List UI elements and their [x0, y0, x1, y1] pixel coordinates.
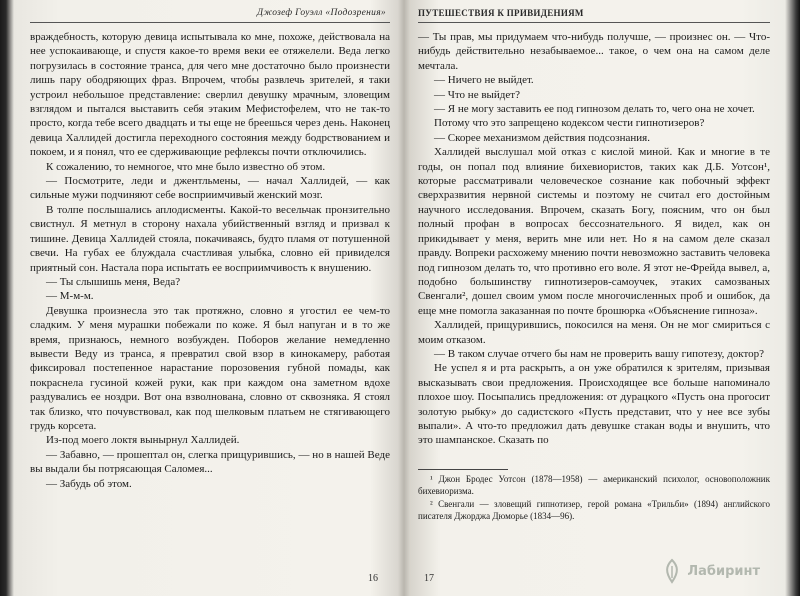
right-page-number: 17 — [424, 573, 434, 584]
footnote: ¹ Джон Бродес Уотсон (1878—1958) — американский психолог, основоположник бихевиоризма. — [418, 474, 770, 496]
right-paragraph: — Скорее механизмом действия подсознания. — [434, 131, 650, 144]
right-paragraph: — Что не выйдет? — [434, 88, 520, 101]
footnote-rule — [418, 469, 508, 470]
footnotes — [418, 474, 770, 524]
left-paragraph: К сожалению, то немногое, что мне было известно об этом. — [46, 160, 326, 173]
left-paragraph: — Посмотрите, леди и джентльмены, — начал Халлидей, — как сильные мужи подчиняют себе восприимчивый женский мозг. — [30, 175, 390, 202]
right-running-head: ПУТЕШЕСТВИЯ К ПРИВИДЕНИЯМ — [418, 8, 584, 18]
right-paragraph: Халлидей выслушал мой отказ с кислой миной. Как и многие в те годы, он попал под влияние бихевиористов, таких как Д.Б. Уотсон¹, которые рассматривали человеческое сознание как побочный эффект сверхразвития нервной системы и поэтому не считал его достойным научного исследования. Впрочем, сказать Богу, поясним, что он был полный профан в вопросах бессознательного. Я видел, как он прикидывает у меня, верить мне или нет. Но я на самом деле сказал правду. Вопреки расхожему мнению почти невозможно заставить человека под гипнозом делать то, что противно его воле. Я этот не-Фрейда вывел, а, подобно большинству гипнотизеров-самоучек, этаких самозваных Свенгали², дошел своим умом после многочисленных проб и ошибок, да еще мне помогла заказанная по почте брошюрка «Объяснение гипноза». — [418, 146, 770, 317]
left-paragraph: враждебность, которую девица испытывала ко мне, похоже, действовала на нее успокаивающе, и спустя какое-то время веки ее отяжелели. Веда легко погрузилась в состояние транса, для чего мне достаточно было произнести лишь пару ободряющих фраз. Впрочем, чтобы развлечь зрителей, я таки устроил небольшое представление: сверлил девушку мрачным, зловещим взглядом и пытался выставить себя этаким Мефистофелем, что не так-то просто, когда тебе всего двадцать и ты еще не бреешься через день. Наконец девица Халлидей достигла переходного состояния между бодрствованием и покоем, и я понял, что ее сдерживающие рефлексы почти отключились. — [30, 31, 390, 159]
right-paragraph: — Ничего не выйдет. — [434, 74, 534, 87]
watermark — [661, 556, 760, 586]
left-paragraph: — Забавно, — прошептал он, слегка прищурившись, — но в нашей Веде вы выдали бы потрясающая Саломея... — [30, 448, 390, 476]
right-page — [416, 0, 778, 596]
footnote: ² Свенгали — зловещий гипнотизер, герой романа «Трильби» (1894) английского писателя Джорджа Дюморье (1834—96). — [418, 499, 770, 521]
right-paragraph: — Ты прав, мы придумаем что-нибудь получше, — произнес он. — Что-нибудь действительно незабываемое... такое, о чем она на самом деле мечтала. — [418, 31, 770, 72]
left-paragraph: — М-м-м. — [46, 290, 94, 303]
left-running-head: Джозеф Гоуэлл «Подозрения» — [256, 8, 386, 18]
watermark-text: Лабиринт — [687, 563, 760, 579]
left-paragraph: Девушка произнесла это так протяжно, словно я угостил ее чем-то сладким. У меня мурашки побежали по коже. Я был напуган и в то же время, признаюсь, немного возбужден. Поборов желание немедленно вывести Веду из транса, я превратил свой взор в кинокамеру, работая фиксировал постепенное нарастание порозовения губной помады, как покраснела гусиной кожей руки, как при каждом она заметном вдохе раздувались ее ноздри. Вот она взволнована, словно от сквозняка. Я стоял так близко, что почувствовал, как под шелковым платьем не стягивающего грудь корсета. — [30, 304, 390, 432]
right-paragraph: Потому что это запрещено кодексом чести гипнотизеров? — [434, 117, 705, 130]
left-paragraph: Из-под моего локтя вынырнул Халлидей. — [46, 434, 240, 447]
right-paragraph: Не успел я и рта раскрыть, а он уже обратился к зрителям, призывая высказывать свои предложения. Происходящее все больше напоминало плохое шоу. Посыпались предложения: от дурацкого «Пусть она прогоcит золотую рыбку» до садистского «Пусть представит, что у нее все зубы выпали». А что-то предложил дать девушке стакан воды и внушить, что это шампанское. Сказать по — [418, 362, 770, 447]
left-paragraph: В толпе послышались аплодисменты. Какой-то весельчак пронзительно свистнул. Я метнул в сторону нахала убийственный взгляд и призвал к тишине. Девица Халлидей стояла, покачиваясь, будто пламя от потушенной свечи. На губах ее блуждала счастливая улыбка, словно ей привиделся приятный сон. Настала пора испытать ее восприимчивость к внушению. — [30, 203, 390, 274]
right-paragraph: — В таком случае отчего бы нам не проверить вашу гипотезу, доктор? — [434, 347, 764, 360]
right-body-text — [418, 30, 770, 448]
left-page-number: 16 — [368, 573, 378, 584]
left-paragraph: — Ты слышишь меня, Веда? — [46, 275, 181, 288]
left-head-rule — [30, 22, 390, 23]
right-paragraph: — Я не могу заставить ее под гипнозом делать то, чего она не хочет. — [434, 103, 755, 116]
left-page — [22, 0, 394, 596]
right-paragraph: Халлидей, прищурившись, покосился на меня. Он не мог смириться с моим отказом. — [418, 319, 770, 346]
left-body-text — [30, 30, 390, 491]
right-head-rule — [418, 22, 770, 23]
labirint-logo-icon — [661, 558, 683, 584]
left-paragraph: — Забудь об этом. — [46, 477, 132, 490]
